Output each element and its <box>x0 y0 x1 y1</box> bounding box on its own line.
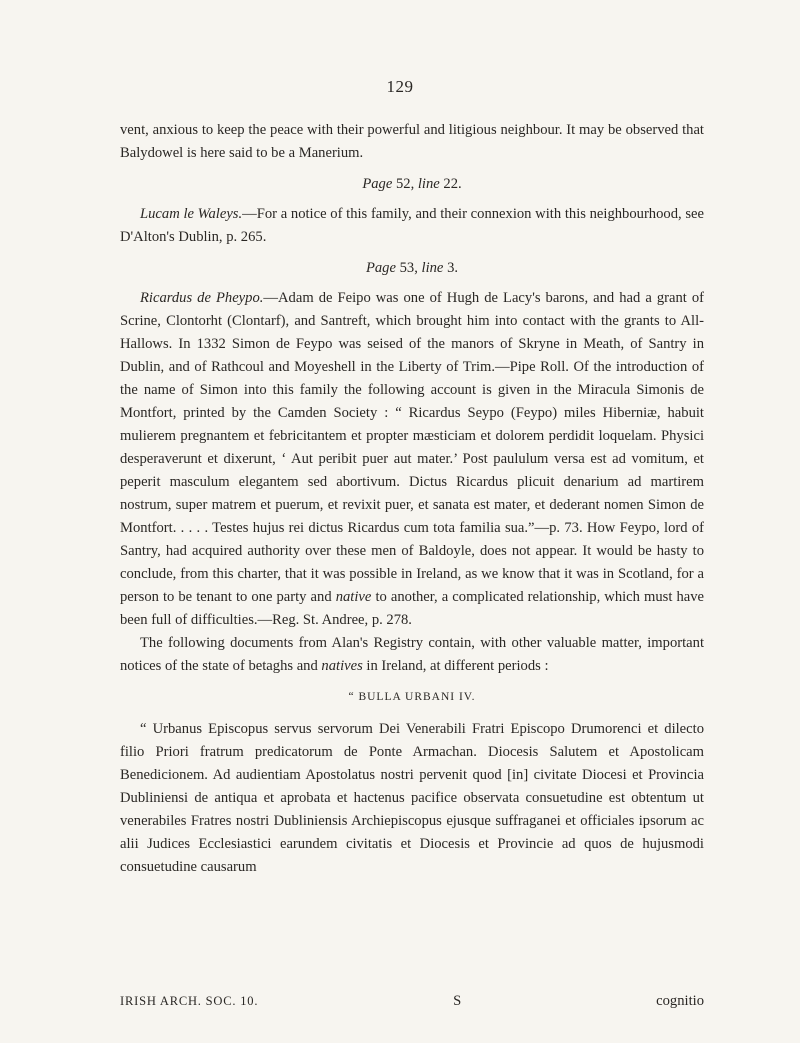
paragraph-ricardus-de-pheypo: Ricardus de Pheypo.—Adam de Feipo was one of Hugh de Lacy's barons, and had a grant of Scrine, Clontorht (Clontarf), and Santreft, which brought him into contact with the grants to All-Hallows. In 1332 Simon de Feypo was seised of the manors of Skryne in Meath, of Santry in Dublin, and of Rathcoul and Moyeshell in the Liberty of Trim.—Pipe Roll. Of the introduction of the name of Simon into this family the following account is given in the Miracula Simonis de Montfort, printed by the Camden Society : “ Ricardus Seypo (Feypo) miles Hiberniæ, habuit mulierem pregnantem et febricitantem et propter mæsticiam et dolorem perdidit loquelam. Physici desperaverunt et dixerunt, ‘ Aut peribit puer aut mater.’ Post paululum versa est ad vomitum, et peperit masculum elegantem sed abortivum. Dictus Ricardus plicuit denarium ad martirem nostrum, super matrem et puerum, et revixit puer, et sanata est mater, et dederant nomen Simon de Montfort. . . . . Testes hujus rei dictus Ricardus cum tota familia sua.”—p. 73. How Feypo, lord of Santry, had acquired authority over these men of Baldoyle, does not appear. It would be hasty to conclude, from this charter, that it was possible in Ireland, as we know that it was in Scotland, for a person to be tenant to one party and native to another, a complicated relationship, which must have been full of difficulties.—Reg. St. Andree, p. 278. <box>120 290 705 628</box>
section-heading-page-53: Page 53, line 3. <box>365 260 459 276</box>
bulla-heading: “ BULLA URBANI IV. <box>348 691 476 703</box>
section-heading-page-52: Page 52, line 22. <box>362 176 462 192</box>
footer-catchword: cognitio <box>656 993 704 1009</box>
paragraph-1: vent, anxious to keep the peace with their powerful and litigious neighbour. It may be observed that Balydowel is here said to be a Manerium. <box>120 122 704 161</box>
body-text <box>120 119 704 879</box>
paragraph-bulla-text: “ Urbanus Episcopus servus servorum Dei Venerabili Fratri Episcopo Drumorenci et dilecto filio Priori fratrum predicatorum de Ponte Armachan. Diocesis Salutem et Apostolicam Benedicionem. Ad audientiam Apostolatus nostri pervenit quod [in] civitate Diocesi et Provincia Dubliniensi de antiqua et aprobata et hactenus pacifice observata consuetudine est obtentum ut venerabiles Fratres nostri Dubliniensis Archiepiscopus ejusque suffraganei et officiales ipsorum ac alii Judices Ecclesiastici earundem civitatis et Diocesis et Provincie ad quos de hujusmodi consuetudine causarum <box>120 721 704 875</box>
lead-term: Lucam le Waleys. <box>140 206 243 222</box>
lead-term: Ricardus de Pheypo. <box>140 290 264 306</box>
paragraph-documents-intro: The following documents from Alan's Registry contain, with other valuable matter, important notices of the state of betaghs and natives in Ireland, at different periods : <box>120 635 704 674</box>
page-number: 129 <box>386 77 414 96</box>
page-footer <box>120 990 704 1013</box>
emphasis-natives: natives <box>321 658 363 674</box>
emphasis-native: native <box>335 589 372 605</box>
footer-sheet-letter: S <box>453 993 462 1009</box>
footer-signature-mark: IRISH ARCH. SOC. 10. <box>120 994 259 1008</box>
paragraph-lucam-le-waleys: Lucam le Waleys.—For a notice of this family, and their connexion with this neighbourhood, see D'Alton's Dublin, p. 265. <box>120 206 704 245</box>
